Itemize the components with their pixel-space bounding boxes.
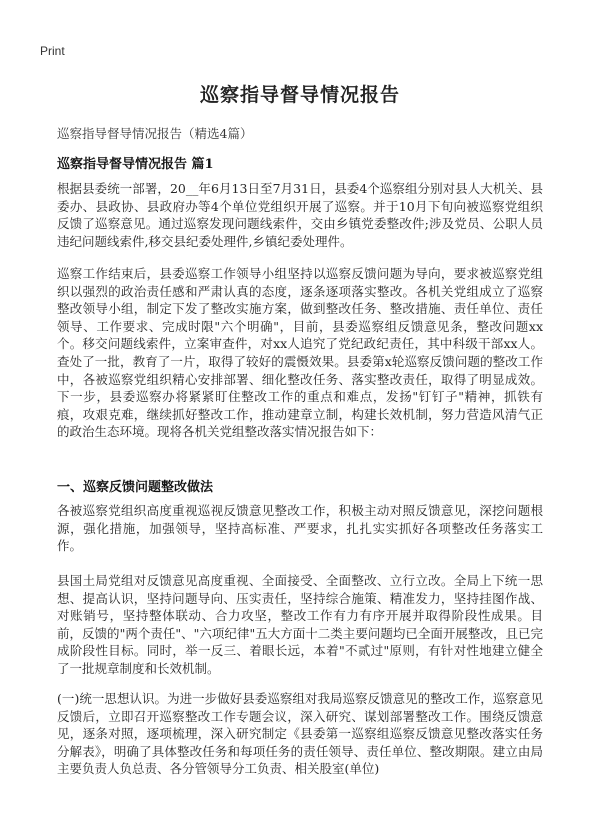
- paragraph-4: 县国土局党组对反馈意见高度重视、全面接受、全面整改、立行立改。全局上下统一思想、提高认识，坚持问题导向、压实责任，坚持综合施策、精准发力，坚持挂图作战、对账销号，坚持整体联动、合力攻坚，整改工作有力有序开展并取得阶段性成果。目前，反馈的"两个责任"、"六项纪律"五大方面十二类主要问题均已全面开展整改，且已完成阶段性目标。同时，举一反三、着眼长远，本着"不贰过"原则，有针对性地建立健全了一批规章制度和长效机制。: [57, 573, 543, 676]
- paragraph-1: 根据县委统一部署，20__年6月13日至7月31日，县委4个巡察组分别对县人大机关、县委办、县政协、县政府办等4个单位党组织开展了巡察。并于10月下旬向被巡察党组织反馈了巡察意见。通过巡察发现问题线索件，交由乡镇党委整改件;涉及党员、公职人员违纪问题线索件,移交县纪委处理件,乡镇纪委处理件。: [57, 181, 543, 249]
- document-title: 巡察指导督导情况报告: [199, 84, 400, 106]
- section-title: 巡察指导督导情况报告 篇1: [57, 157, 214, 172]
- heading-rectification: 一、巡察反馈问题整改做法: [57, 480, 214, 495]
- paragraph-5: (一)统一思想认识。为进一步做好县委巡察组对我局巡察反馈意见的整改工作，巡察意见反馈后，立即召开巡察整改工作专题会议，深入研究、谋划部署整改工作。围绕反馈意见，逐条对照，逐项梳理，深入研究制定《县委第一巡察组巡察反馈意见整改落实任务分解表》，明确了具体整改任务和每项任务的责任领导、责任单位、整改期限。建立由局主要负责人负总责、各分管领导分工负责、相关股室(单位): [57, 691, 543, 777]
- print-link[interactable]: Print: [40, 44, 65, 58]
- document-subtitle: 巡察指导督导情况报告（精选4篇）: [57, 126, 253, 141]
- paragraph-2: 巡察工作结束后，县委巡察工作领导小组坚持以巡察反馈问题为导向，要求被巡察党组织以强烈的政治责任感和严肃认真的态度，逐条逐项落实整改。各机关党组成立了巡察整改领导小组，制定下发了整改实施方案，做到整改任务、整改措施、责任单位、责任领导、工作要求、完成时限"六个明确"，目前，县委巡察组反馈意见条，整改问题xx个。移交问题线索件，立案审查件，对xx人追究了党纪政纪责任，其中科级干部xx人。查处了一批，教育了一片，取得了较好的震慑效果。县委第x轮巡察反馈问题的整改工作中，各被巡察党组织精心安排部署、细化整改任务、落实整改责任，取得了明显成效。下一步，县委巡察办将紧紧盯住整改工作的重点和难点，发扬"钉钉子"精神，抓铁有痕，攻艰克难，继续抓好整改工作，推动建章立制，构建长效机制，努力营造风清气正的政治生态环境。现将各机关党组整改落实情况报告如下：: [57, 266, 543, 440]
- paragraph-3: 各被巡察党组织高度重视巡视反馈意见整改工作，积极主动对照反馈意见，深挖问题根源，强化措施，加强领导，坚持高标准、严要求，扎扎实实抓好各项整改任务落实工作。: [57, 503, 543, 554]
